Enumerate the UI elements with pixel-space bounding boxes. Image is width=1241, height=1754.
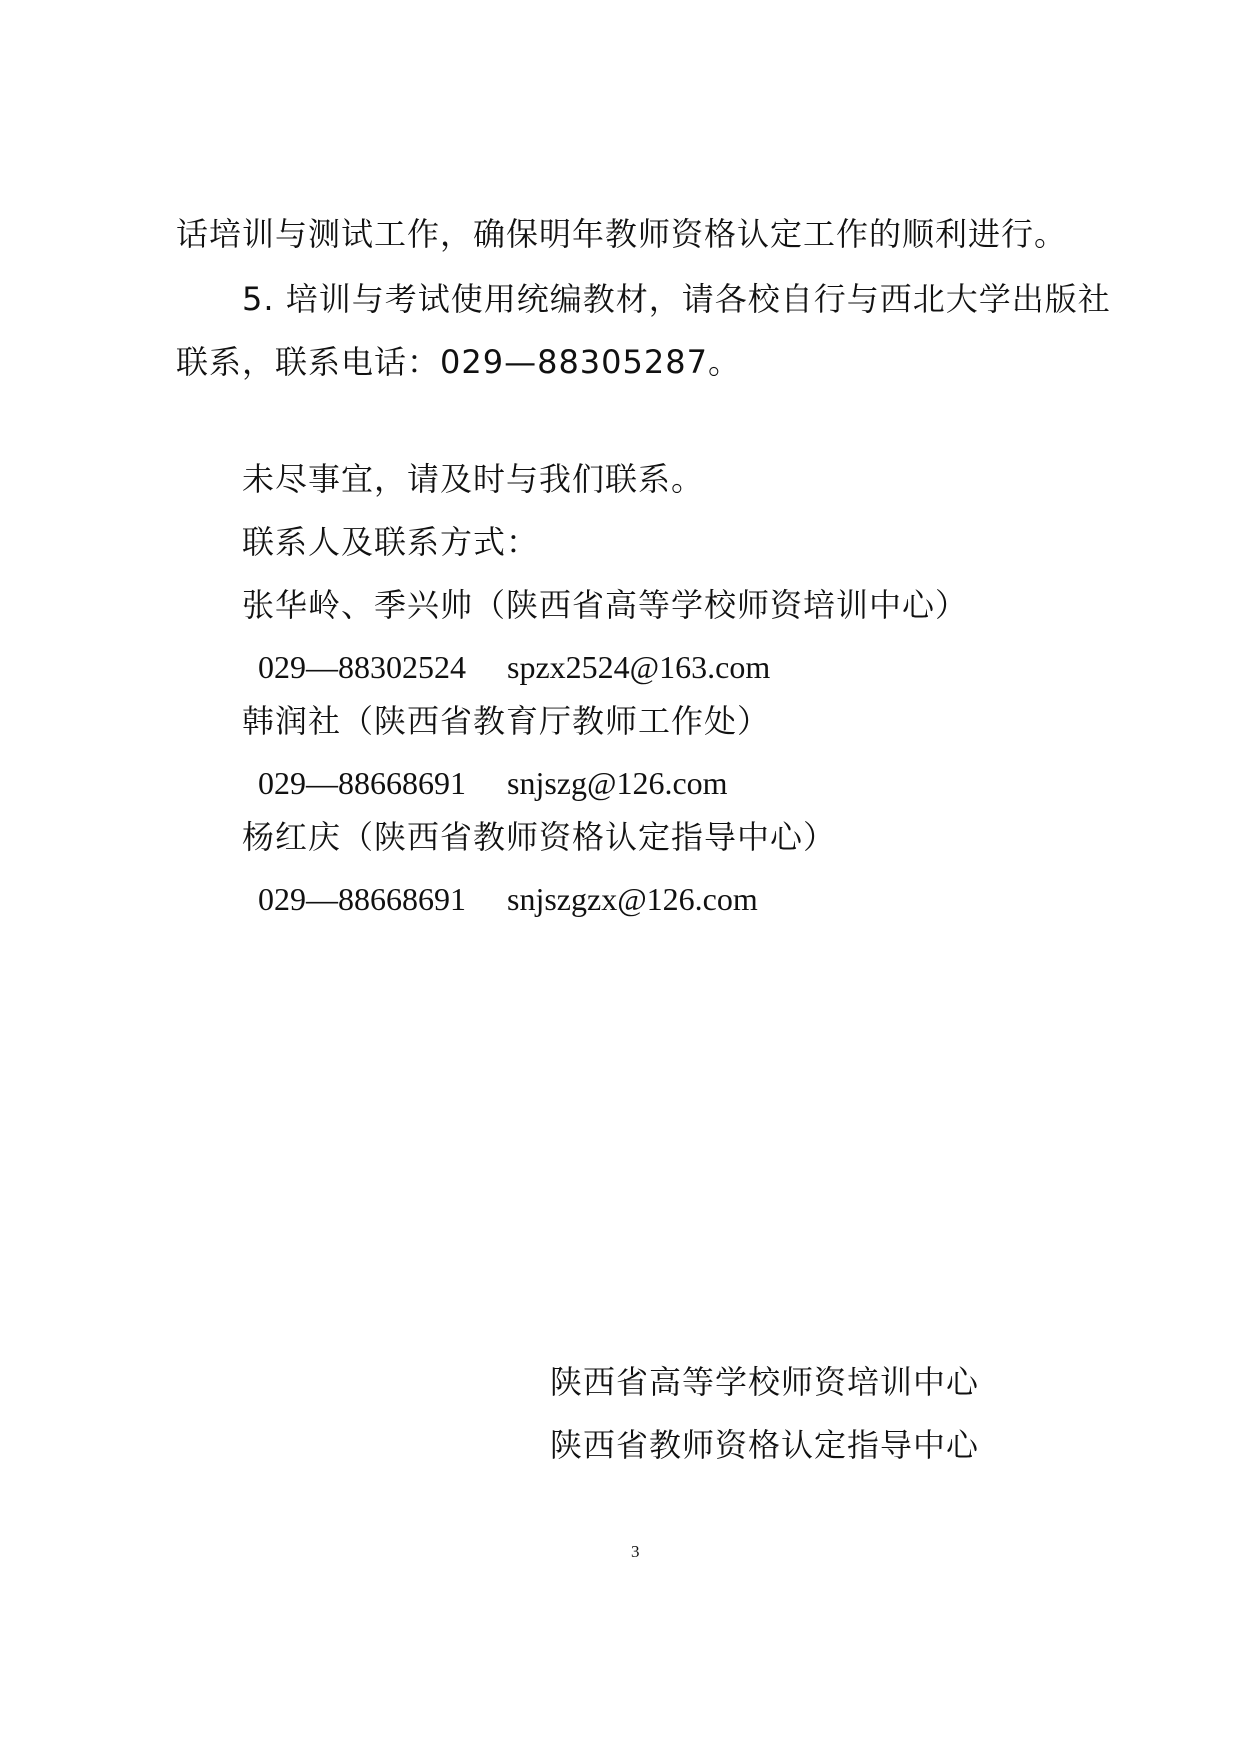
contact-detail-1 [258,647,770,687]
contact-detail-3 [258,879,758,919]
contact-phone-2: 029—88668691 [258,765,466,801]
contact-email-1: spzx2524@163.com [507,649,771,685]
item-5-line-2: 联系，联系电话：029—88305287。 [176,343,741,381]
contact-email-2: snjszg@126.com [507,765,728,801]
contact-name-3: 杨红庆（陕西省教师资格认定指导中心） [242,818,837,856]
contact-phone-1: 029—88302524 [258,649,466,685]
item-5-line-1: 5. 培训与考试使用统编教材，请各校自行与西北大学出版社 [242,280,1111,318]
contact-name-2: 韩润社（陕西省教育厅教师工作处） [242,702,771,740]
contact-email-3: snjszgzx@126.com [507,881,758,917]
contact-name-1: 张华岭、季兴帅（陕西省高等学校师资培训中心） [242,586,969,624]
contact-detail-2 [258,763,728,803]
contacts-heading: 联系人及联系方式： [242,523,540,561]
signature-org-2: 陕西省教师资格认定指导中心 [550,1426,980,1464]
contact-phone-3: 029—88668691 [258,881,466,917]
closing-sentence: 未尽事宜，请及时与我们联系。 [242,460,705,498]
page-number: 3 [631,1542,640,1561]
paragraph-continuation: 话培训与测试工作，确保明年教师资格认定工作的顺利进行。 [176,215,1068,253]
signature-org-1: 陕西省高等学校师资培训中心 [550,1363,980,1401]
